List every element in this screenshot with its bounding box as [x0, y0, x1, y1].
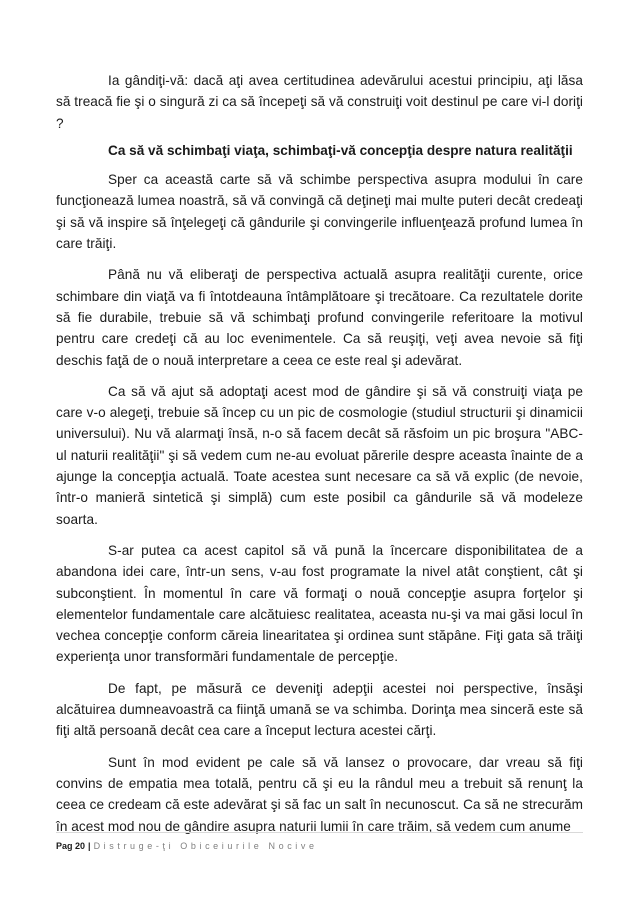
page-footer [56, 832, 583, 851]
paragraph: Până nu vă eliberaţi de perspectiva actuală asupra realităţii curente, orice schimbare din viaţă va fi întotdeauna întâmplătoare şi trecătoare. Ca rezultatele dorite să fie durabile, trebuie să vă schimbaţi profund convingerile referitoare la motivul pentru care credeţi că au loc evenimentele. Ca să reuşiţi, veţi avea nevoie să fiţi deschis faţă de o nouă interpretare a ceea ce este real şi adevărat. [56, 267, 583, 368]
paragraph: Sunt în mod evident pe cale să vă lansez o provocare, dar vreau să fiţi convins de empatia mea totală, pentru că şi eu la rândul meu a trebuit să renunţ la ceea ce credeam că este adevărat şi să fac un salt în necunoscut. Ca să ne strecurăm în acest mod nou de gândire asupra naturii lumii în care trăim, să vedem cum anume [56, 754, 583, 834]
book-title: Distruge-ţi Obiceiurile Nocive [93, 841, 318, 851]
paragraph: Ia gândiţi-vă: dacă aţi avea certitudinea adevărului acestui principiu, aţi lăsa să treacă fie şi o singură zi ca să începeţi să vă construiţi voit destinul pe care vi-l doriţi ? [56, 73, 583, 131]
document-page [56, 70, 583, 847]
section-heading: Ca să vă schimbaţi viaţa, schimbaţi-vă concepţia despre natura realităţii [108, 142, 573, 158]
paragraph: S-ar putea ca acest capitol să vă pună la încercare disponibilitatea de a abandona idei care, într-un sens, v-au fost programate la nivel atât conştient, cât şi subconştient. În momentul în care vă formaţi o nouă concepţie asupra forţelor şi elementelor fundamentale care alcătuiesc realitatea, aceasta nu-şi va mai găsi locul în vechea concepţie conform căreia linearitatea şi ordinea sunt stăpâne. Fiţi gata să trăiţi experienţa unor transformări fundamentale de percepţie. [56, 542, 583, 665]
paragraph: De fapt, pe măsură ce deveniţi adepţii acestei noi perspective, însăşi alcătuirea dumneavoastră ca fiinţă umană se va schimba. Dorinţa mea sinceră este să fiţi altă persoană decât cea care a început lectura acestei cărţi. [56, 680, 583, 739]
footer-separator: | [88, 841, 91, 851]
paragraph: Sper ca această carte să vă schimbe perspectiva asupra modului în care funcţionează lumea noastră, să vă convingă că deţineţi mai multe puteri decât credeaţi şi să vă inspire să înţelegeţi că gândurile şi convingerile influenţează profund lumea în care trăiţi. [56, 172, 583, 252]
paragraph: Ca să vă ajut să adoptaţi acest mod de gândire şi să vă construiţi viaţa pe care v-o alegeţi, trebuie să încep cu un pic de cosmologie (studiul structurii şi dinamicii universului). Nu vă alarmaţi însă, n-o să facem decât să răsfoim un pic broşura "ABC-ul naturii realităţii" şi să vedem cum ne-au evoluat părerile despre aceasta înainte de a ajunge la concepţia actuală. Toate acestea sunt necesare ca să vă explic (de nevoie, într-o manieră sintetică şi simplă) cum este posibil ca gândurile să vă modeleze soarta. [56, 383, 583, 527]
page-number: Pag 20 [56, 841, 86, 851]
